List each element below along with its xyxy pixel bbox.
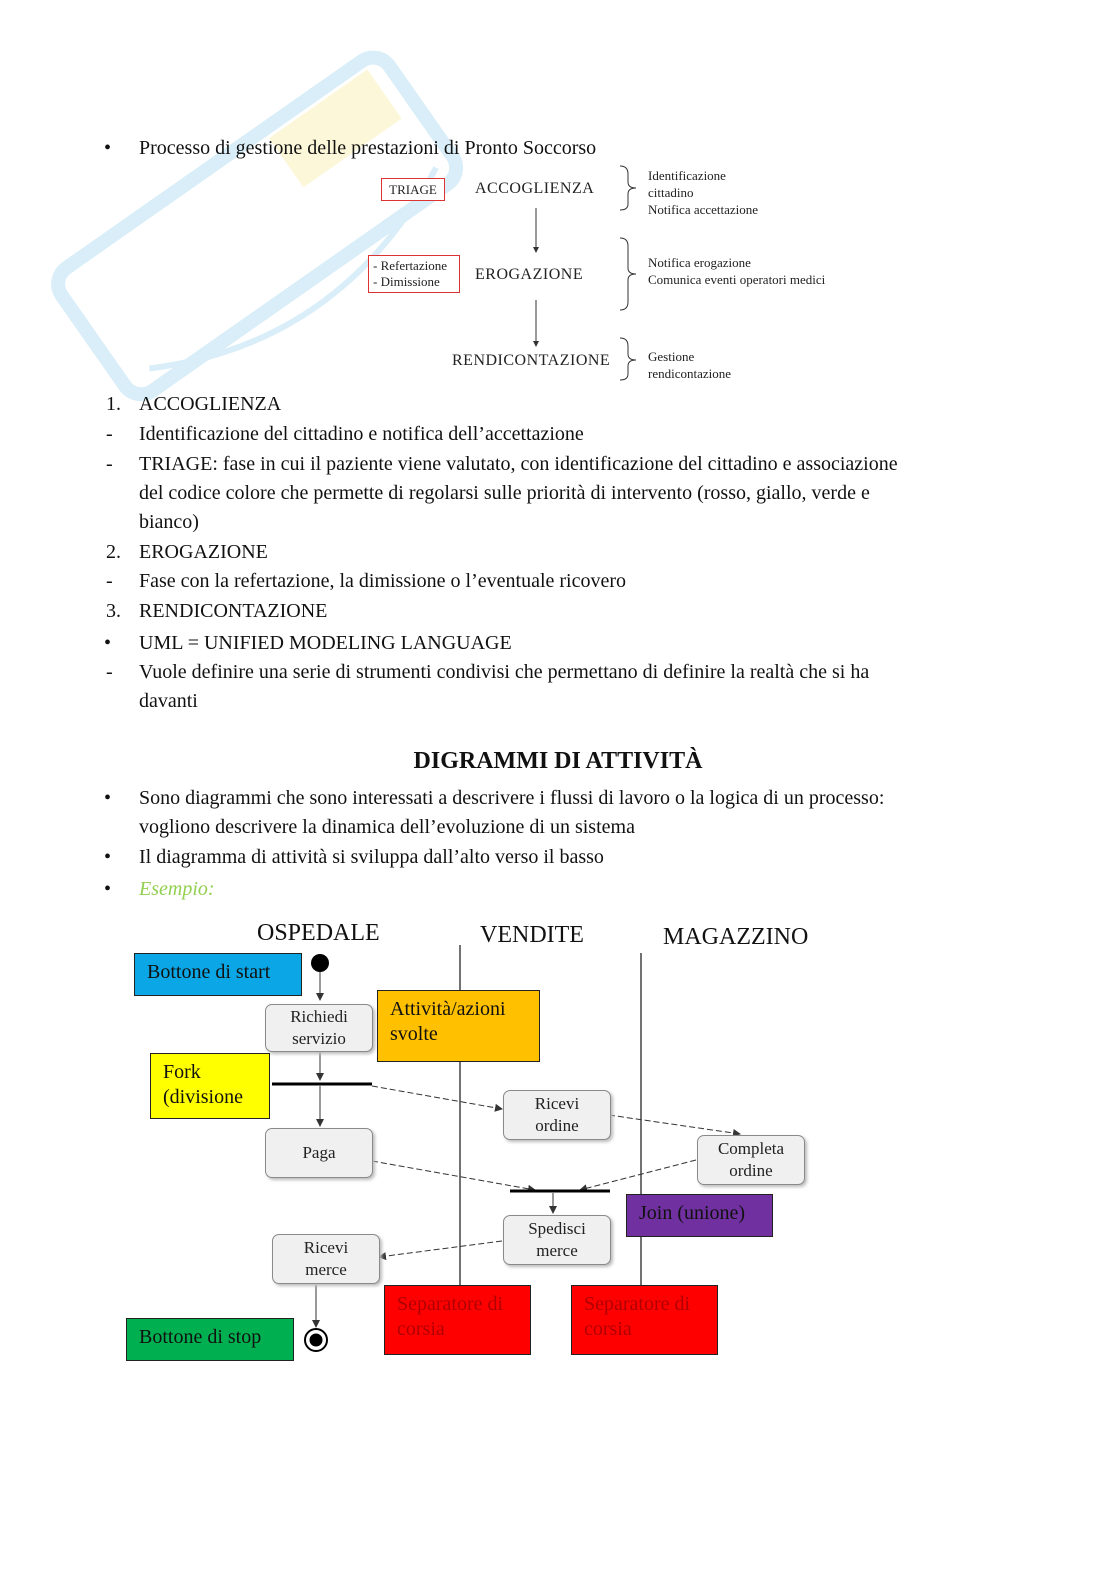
note-acc-1: Identificazione bbox=[648, 168, 726, 183]
note-acc-3: Notifica accettazione bbox=[648, 202, 759, 217]
activity-spedisci-merce bbox=[503, 1215, 611, 1265]
activity-ricevi-merce bbox=[272, 1234, 380, 1284]
activity-text: merce bbox=[305, 1260, 347, 1279]
example-label: Esempio: bbox=[139, 878, 215, 900]
dash-marker: - bbox=[106, 661, 113, 683]
list-sub-triage-line2: del codice colore che permette di regolarsi sulle priorità di intervento (rosso, giallo, verde e bbox=[139, 482, 870, 504]
dash-marker: - bbox=[106, 570, 113, 592]
uml-sub-line2: davanti bbox=[139, 690, 198, 712]
erog-box-line1: - Refertazione bbox=[373, 258, 447, 273]
arrow-completa-join bbox=[580, 1160, 696, 1190]
activity-text: servizio bbox=[292, 1029, 346, 1048]
bullet-marker: • bbox=[104, 846, 112, 868]
list-item-accoglienza: ACCOGLIENZA bbox=[139, 393, 282, 415]
section-bullet2: Il diagramma di attività si sviluppa dall’alto verso il basso bbox=[139, 846, 604, 868]
start-node bbox=[311, 954, 329, 972]
label-separatore-1-line2: corsia bbox=[397, 1318, 445, 1340]
list-item-erogazione: EROGAZIONE bbox=[139, 541, 268, 563]
note-rend-1: Gestione bbox=[648, 349, 695, 364]
label-azioni-line2: svolte bbox=[390, 1023, 438, 1045]
list-number-3: 3. bbox=[106, 600, 121, 622]
label-fork-line2: (divisione bbox=[163, 1086, 243, 1108]
label-start: Bottone di start bbox=[134, 953, 302, 996]
arrow-paga-join bbox=[372, 1161, 535, 1190]
label-separatore-1 bbox=[384, 1285, 531, 1355]
note-acc-2: cittadino bbox=[648, 185, 694, 200]
triage-box: TRIAGE bbox=[381, 178, 445, 201]
label-separatore-2 bbox=[571, 1285, 718, 1355]
uml-bullet: UML = UNIFIED MODELING LANGUAGE bbox=[139, 632, 512, 654]
section-bullet1-line1: Sono diagrammi che sono interessati a descrivere i flussi di lavoro o la logica di un processo: bbox=[139, 787, 885, 809]
bullet-marker: • bbox=[104, 787, 112, 809]
list-item-rendicontazione: RENDICONTAZIONE bbox=[139, 600, 328, 622]
activity-text: Richiedi bbox=[290, 1007, 348, 1026]
phase-accoglienza: ACCOGLIENZA bbox=[475, 180, 595, 197]
activity-text: Ricevi bbox=[534, 1094, 580, 1113]
activity-completa-ordine bbox=[697, 1135, 805, 1185]
stop-node-inner bbox=[310, 1334, 323, 1347]
label-separatore-2-line2: corsia bbox=[584, 1318, 632, 1340]
bullet-marker: • bbox=[104, 632, 112, 654]
activity-text: Ricevi bbox=[303, 1238, 349, 1257]
list-number-2: 2. bbox=[106, 541, 121, 563]
erog-box-line2: - Dimissione bbox=[373, 274, 440, 289]
label-fork bbox=[150, 1053, 270, 1119]
list-sub-refertazione: Fase con la refertazione, la dimissione o l’eventuale ricovero bbox=[139, 570, 627, 592]
list-number-1: 1. bbox=[106, 393, 121, 415]
uml-sub-line1: Vuole definire una serie di strumenti condivisi che permettano di definire la realtà che si ha bbox=[139, 661, 870, 683]
arrow-ricevi-completa bbox=[609, 1115, 740, 1134]
section-title: DIGRAMMI DI ATTIVITÀ bbox=[413, 748, 703, 774]
dash-marker: - bbox=[106, 453, 113, 475]
dash-marker: - bbox=[106, 423, 113, 445]
arrow-spedisci-ricevi-merce bbox=[379, 1241, 502, 1257]
lane-vendite: VENDITE bbox=[480, 922, 584, 948]
phase-erogazione: EROGAZIONE bbox=[475, 266, 584, 283]
section-bullet1-line2: vogliono descrivere la dinamica dell’evoluzione di un sistema bbox=[139, 816, 635, 838]
activity-text: Paga bbox=[302, 1143, 336, 1162]
list-sub-triage-line1: TRIAGE: fase in cui il paziente viene valutato, con identificazione del cittadino e associazione bbox=[139, 453, 898, 475]
activity-text: Spedisci bbox=[528, 1219, 586, 1238]
label-separatore-1-line1: Separatore di bbox=[397, 1293, 504, 1315]
label-fork-line1: Fork bbox=[163, 1061, 201, 1083]
activity-richiedi-servizio bbox=[265, 1004, 373, 1052]
note-rend-2: rendicontazione bbox=[648, 366, 732, 381]
activity-ricevi-ordine bbox=[503, 1090, 611, 1140]
list-sub-identificazione: Identificazione del cittadino e notifica dell’accettazione bbox=[139, 423, 584, 445]
arrow-fork-ricevi-ordine bbox=[372, 1086, 502, 1109]
label-join: Join (unione) bbox=[626, 1194, 773, 1237]
label-stop: Bottone di stop bbox=[126, 1318, 294, 1361]
lane-magazzino: MAGAZZINO bbox=[663, 924, 809, 950]
activity-text: Completa bbox=[717, 1139, 785, 1158]
activity-text: ordine bbox=[535, 1116, 579, 1135]
label-azioni-line1: Attività/azioni bbox=[390, 998, 506, 1020]
phase-rendicontazione: RENDICONTAZIONE bbox=[452, 352, 611, 369]
activity-text: ordine bbox=[729, 1161, 773, 1180]
list-sub-triage-line3: bianco) bbox=[139, 511, 199, 533]
label-azioni bbox=[377, 990, 540, 1062]
label-separatore-2-line1: Separatore di bbox=[584, 1293, 691, 1315]
intro-bullet-text: Processo di gestione delle prestazioni di Pronto Soccorso bbox=[139, 137, 597, 159]
bullet-marker: • bbox=[104, 878, 112, 900]
note-erog-2: Comunica eventi operatori medici bbox=[648, 272, 826, 287]
activity-text: merce bbox=[536, 1241, 578, 1260]
bullet-marker: • bbox=[104, 137, 112, 159]
activity-paga bbox=[265, 1128, 373, 1178]
lane-ospedale: OSPEDALE bbox=[257, 920, 380, 946]
note-erog-1: Notifica erogazione bbox=[648, 255, 751, 270]
